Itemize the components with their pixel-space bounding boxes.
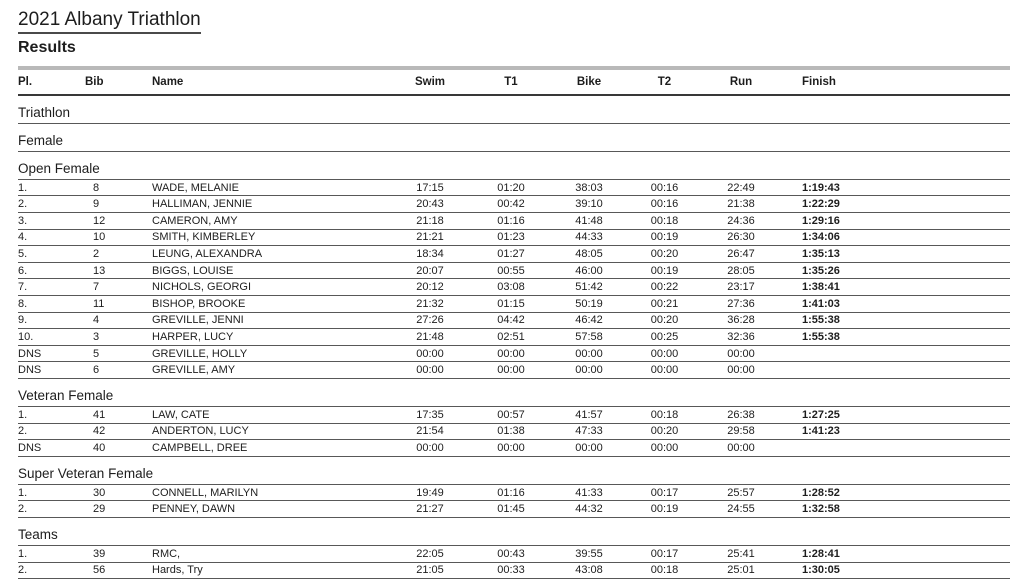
cell-bike: 44:32 [575, 503, 603, 516]
cell-name: CAMERON, AMY [152, 214, 238, 227]
cell-bib: 12 [93, 214, 106, 227]
cell-swim: 21:27 [416, 503, 444, 516]
cell-pl: 2. [18, 425, 28, 438]
column-header-t1: T1 [504, 75, 518, 88]
cell-name: BISHOP, BROOKE [152, 297, 246, 310]
cell-swim: 00:00 [416, 364, 444, 377]
cell-swim: 20:43 [416, 198, 444, 211]
section-label: Female [18, 132, 64, 148]
table-row [18, 213, 1010, 230]
cell-bib: 11 [93, 297, 105, 310]
cell-run: 28:05 [727, 264, 755, 277]
table-row [18, 346, 1010, 363]
cell-swim: 21:21 [416, 231, 444, 244]
table-row [18, 263, 1010, 280]
cell-bike: 41:33 [575, 486, 603, 499]
cell-name: Hards, Try [152, 564, 203, 577]
cell-name: PENNEY, DAWN [152, 503, 236, 516]
column-header-swim: Swim [414, 75, 446, 88]
table-row [18, 246, 1010, 263]
cell-bib: 2 [93, 248, 100, 261]
cell-t2: 00:19 [650, 503, 679, 516]
section-label: Super Veteran Female [18, 465, 154, 481]
cell-run: 25:01 [727, 564, 755, 577]
results-heading: Results [18, 38, 76, 56]
cell-swim: 17:15 [416, 181, 444, 194]
cell-t2: 00:25 [650, 330, 679, 343]
cell-t2: 00:18 [650, 564, 679, 577]
cell-t2: 00:22 [650, 281, 679, 294]
cell-bike: 39:55 [575, 547, 603, 560]
cell-finish: 1:32:58 [802, 503, 840, 516]
results-table [18, 66, 1010, 579]
cell-bib: 39 [93, 547, 106, 560]
cell-name: WADE, MELANIE [152, 181, 239, 194]
cell-pl: 2. [18, 198, 28, 211]
cell-finish: 1:34:06 [802, 231, 840, 244]
cell-bike: 48:05 [575, 248, 603, 261]
cell-finish: 1:35:13 [802, 248, 840, 261]
section-row [18, 124, 1010, 152]
cell-pl: 6. [18, 264, 28, 277]
cell-name: SMITH, KIMBERLEY [152, 231, 256, 244]
section-label: Triathlon [18, 104, 71, 120]
cell-bib: 8 [93, 181, 100, 194]
cell-t2: 00:16 [650, 198, 679, 211]
table-body [18, 96, 1010, 579]
cell-name: BIGGS, LOUISE [152, 264, 234, 277]
cell-t1: 00:00 [497, 364, 525, 377]
cell-pl: 5. [18, 248, 28, 261]
cell-name: GREVILLE, HOLLY [152, 347, 248, 360]
cell-t1: 00:00 [497, 347, 525, 360]
cell-run: 29:58 [727, 425, 755, 438]
cell-t2: 00:20 [650, 425, 679, 438]
cell-t1: 04:42 [497, 314, 525, 327]
cell-pl: 7. [18, 281, 28, 294]
cell-run: 00:00 [727, 364, 755, 377]
cell-bib: 40 [93, 441, 106, 454]
cell-t2: 00:00 [650, 441, 679, 454]
table-row [18, 279, 1010, 296]
cell-bib: 7 [93, 281, 100, 294]
cell-bike: 00:00 [575, 364, 603, 377]
cell-pl: 2. [18, 564, 28, 577]
cell-bib: 30 [93, 486, 106, 499]
table-row [18, 546, 1010, 563]
cell-pl: 8. [18, 297, 28, 310]
cell-swim: 19:49 [416, 486, 444, 499]
cell-name: CAMPBELL, DREE [152, 441, 248, 454]
column-header-bib: Bib [85, 75, 104, 88]
cell-finish: 1:30:05 [802, 564, 840, 577]
cell-run: 21:38 [727, 198, 755, 211]
cell-finish: 1:55:38 [802, 330, 840, 343]
cell-t2: 00:17 [650, 486, 679, 499]
table-header-row [18, 70, 1010, 96]
cell-bib: 3 [93, 330, 100, 343]
cell-name: RMC, [152, 547, 181, 560]
section-row [18, 518, 1010, 546]
cell-bike: 43:08 [575, 564, 603, 577]
cell-finish: 1:27:25 [802, 408, 840, 421]
cell-t1: 00:57 [497, 408, 525, 421]
cell-bib: 56 [93, 564, 106, 577]
cell-name: NICHOLS, GEORGI [152, 281, 252, 294]
cell-bib: 13 [93, 264, 106, 277]
cell-bib: 9 [93, 198, 100, 211]
cell-bike: 57:58 [575, 330, 603, 343]
table-row [18, 424, 1010, 441]
cell-t1: 01:15 [497, 297, 525, 310]
cell-swim: 20:07 [416, 264, 444, 277]
cell-t1: 00:43 [497, 547, 525, 560]
table-row [18, 501, 1010, 518]
table-row [18, 563, 1010, 580]
cell-run: 26:47 [727, 248, 755, 261]
cell-bib: 5 [93, 347, 100, 360]
cell-t1: 01:45 [497, 503, 525, 516]
cell-pl: 10. [18, 330, 34, 343]
cell-swim: 21:18 [416, 214, 444, 227]
cell-swim: 27:26 [416, 314, 444, 327]
cell-name: LAW, CATE [152, 408, 210, 421]
cell-t1: 01:20 [497, 181, 525, 194]
cell-bike: 51:42 [575, 281, 603, 294]
cell-bike: 00:00 [575, 441, 603, 454]
cell-run: 24:36 [727, 214, 755, 227]
cell-bike: 00:00 [575, 347, 603, 360]
cell-pl: 2. [18, 503, 28, 516]
table-row [18, 196, 1010, 213]
cell-name: HARPER, LUCY [152, 330, 234, 343]
section-row [18, 152, 1010, 180]
cell-name: HALLIMAN, JENNIE [152, 198, 253, 211]
cell-pl: DNS [18, 364, 42, 377]
cell-bib: 41 [93, 408, 106, 421]
column-header-name: Name [152, 75, 184, 88]
cell-swim: 22:05 [416, 547, 444, 560]
cell-finish: 1:55:38 [802, 314, 840, 327]
cell-pl: DNS [18, 441, 42, 454]
cell-pl: 9. [18, 314, 28, 327]
section-label: Veteran Female [18, 387, 114, 403]
cell-name: GREVILLE, AMY [152, 364, 236, 377]
cell-swim: 21:54 [416, 425, 444, 438]
cell-run: 25:41 [727, 547, 755, 560]
cell-run: 00:00 [727, 347, 755, 360]
cell-bike: 38:03 [575, 181, 603, 194]
cell-swim: 18:34 [416, 248, 444, 261]
cell-bib: 42 [93, 425, 106, 438]
table-row [18, 180, 1010, 197]
column-header-finish: Finish [802, 75, 836, 88]
title-block [18, 9, 1010, 34]
cell-swim: 21:32 [416, 297, 444, 310]
cell-run: 26:30 [727, 231, 755, 244]
cell-finish: 1:41:23 [802, 425, 840, 438]
cell-t1: 00:33 [497, 564, 525, 577]
cell-finish: 1:19:43 [802, 181, 840, 194]
cell-t1: 01:38 [497, 425, 525, 438]
section-row [18, 457, 1010, 485]
cell-finish: 1:29:16 [802, 214, 840, 227]
cell-run: 36:28 [727, 314, 755, 327]
cell-bib: 29 [93, 503, 106, 516]
section-label: Teams [18, 526, 58, 542]
table-row [18, 313, 1010, 330]
cell-t2: 00:16 [650, 181, 679, 194]
section-label: Open Female [18, 160, 100, 176]
column-header-run: Run [729, 75, 753, 88]
cell-t2: 00:19 [650, 231, 679, 244]
column-header-t2: T2 [657, 75, 672, 88]
cell-t2: 00:21 [650, 297, 679, 310]
cell-run: 24:55 [727, 503, 755, 516]
table-row [18, 407, 1010, 424]
cell-t2: 00:00 [650, 364, 679, 377]
cell-t2: 00:19 [650, 264, 679, 277]
cell-t1: 01:16 [497, 214, 525, 227]
cell-run: 00:00 [727, 441, 755, 454]
cell-t1: 00:00 [497, 441, 525, 454]
cell-run: 27:36 [727, 297, 755, 310]
table-row [18, 362, 1010, 379]
cell-run: 23:17 [727, 281, 755, 294]
cell-bike: 46:42 [575, 314, 603, 327]
cell-bib: 4 [93, 314, 100, 327]
cell-bike: 44:33 [575, 231, 603, 244]
cell-bike: 46:00 [575, 264, 603, 277]
cell-pl: 1. [18, 181, 28, 194]
cell-pl: 1. [18, 486, 28, 499]
cell-t1: 03:08 [497, 281, 525, 294]
cell-t2: 00:20 [650, 248, 679, 261]
cell-t1: 00:55 [497, 264, 525, 277]
cell-t2: 00:20 [650, 314, 679, 327]
table-row [18, 329, 1010, 346]
cell-bib: 6 [93, 364, 100, 377]
cell-t1: 01:16 [497, 486, 525, 499]
section-row [18, 379, 1010, 407]
cell-bike: 47:33 [575, 425, 603, 438]
cell-t2: 00:00 [650, 347, 679, 360]
cell-run: 25:57 [727, 486, 755, 499]
cell-swim: 21:48 [416, 330, 444, 343]
cell-bike: 41:57 [575, 408, 603, 421]
cell-swim: 20:12 [416, 281, 444, 294]
table-row [18, 230, 1010, 247]
cell-swim: 21:05 [416, 564, 444, 577]
cell-finish: 1:41:03 [802, 297, 840, 310]
cell-bike: 41:48 [575, 214, 603, 227]
cell-t2: 00:18 [650, 408, 679, 421]
cell-run: 26:38 [727, 408, 755, 421]
cell-finish: 1:28:52 [802, 486, 840, 499]
cell-name: LEUNG, ALEXANDRA [152, 248, 263, 261]
cell-pl: DNS [18, 347, 42, 360]
cell-finish: 1:35:26 [802, 264, 840, 277]
cell-t1: 02:51 [497, 330, 525, 343]
cell-finish: 1:38:41 [802, 281, 840, 294]
cell-t1: 01:27 [497, 248, 525, 261]
cell-t2: 00:17 [650, 547, 679, 560]
cell-finish: 1:28:41 [802, 547, 840, 560]
column-header-pl: Pl. [18, 75, 33, 88]
cell-pl: 4. [18, 231, 28, 244]
cell-swim: 00:00 [416, 441, 444, 454]
cell-swim: 00:00 [416, 347, 444, 360]
page-title: 2021 Albany Triathlon [18, 9, 201, 34]
table-row [18, 485, 1010, 502]
cell-bike: 39:10 [575, 198, 603, 211]
cell-name: GREVILLE, JENNI [152, 314, 244, 327]
column-header-bike: Bike [576, 75, 602, 88]
table-row [18, 440, 1010, 457]
cell-run: 22:49 [727, 181, 755, 194]
cell-t1: 00:42 [497, 198, 525, 211]
table-row [18, 296, 1010, 313]
cell-finish: 1:22:29 [802, 198, 840, 211]
cell-pl: 1. [18, 547, 28, 560]
cell-name: ANDERTON, LUCY [152, 425, 249, 438]
cell-name: CONNELL, MARILYN [152, 486, 259, 499]
cell-pl: 3. [18, 214, 28, 227]
cell-bike: 50:19 [575, 297, 603, 310]
section-row [18, 96, 1010, 124]
cell-bib: 10 [93, 231, 106, 244]
cell-t2: 00:18 [650, 214, 679, 227]
cell-swim: 17:35 [416, 408, 444, 421]
cell-t1: 01:23 [497, 231, 525, 244]
cell-pl: 1. [18, 408, 28, 421]
cell-run: 32:36 [727, 330, 755, 343]
